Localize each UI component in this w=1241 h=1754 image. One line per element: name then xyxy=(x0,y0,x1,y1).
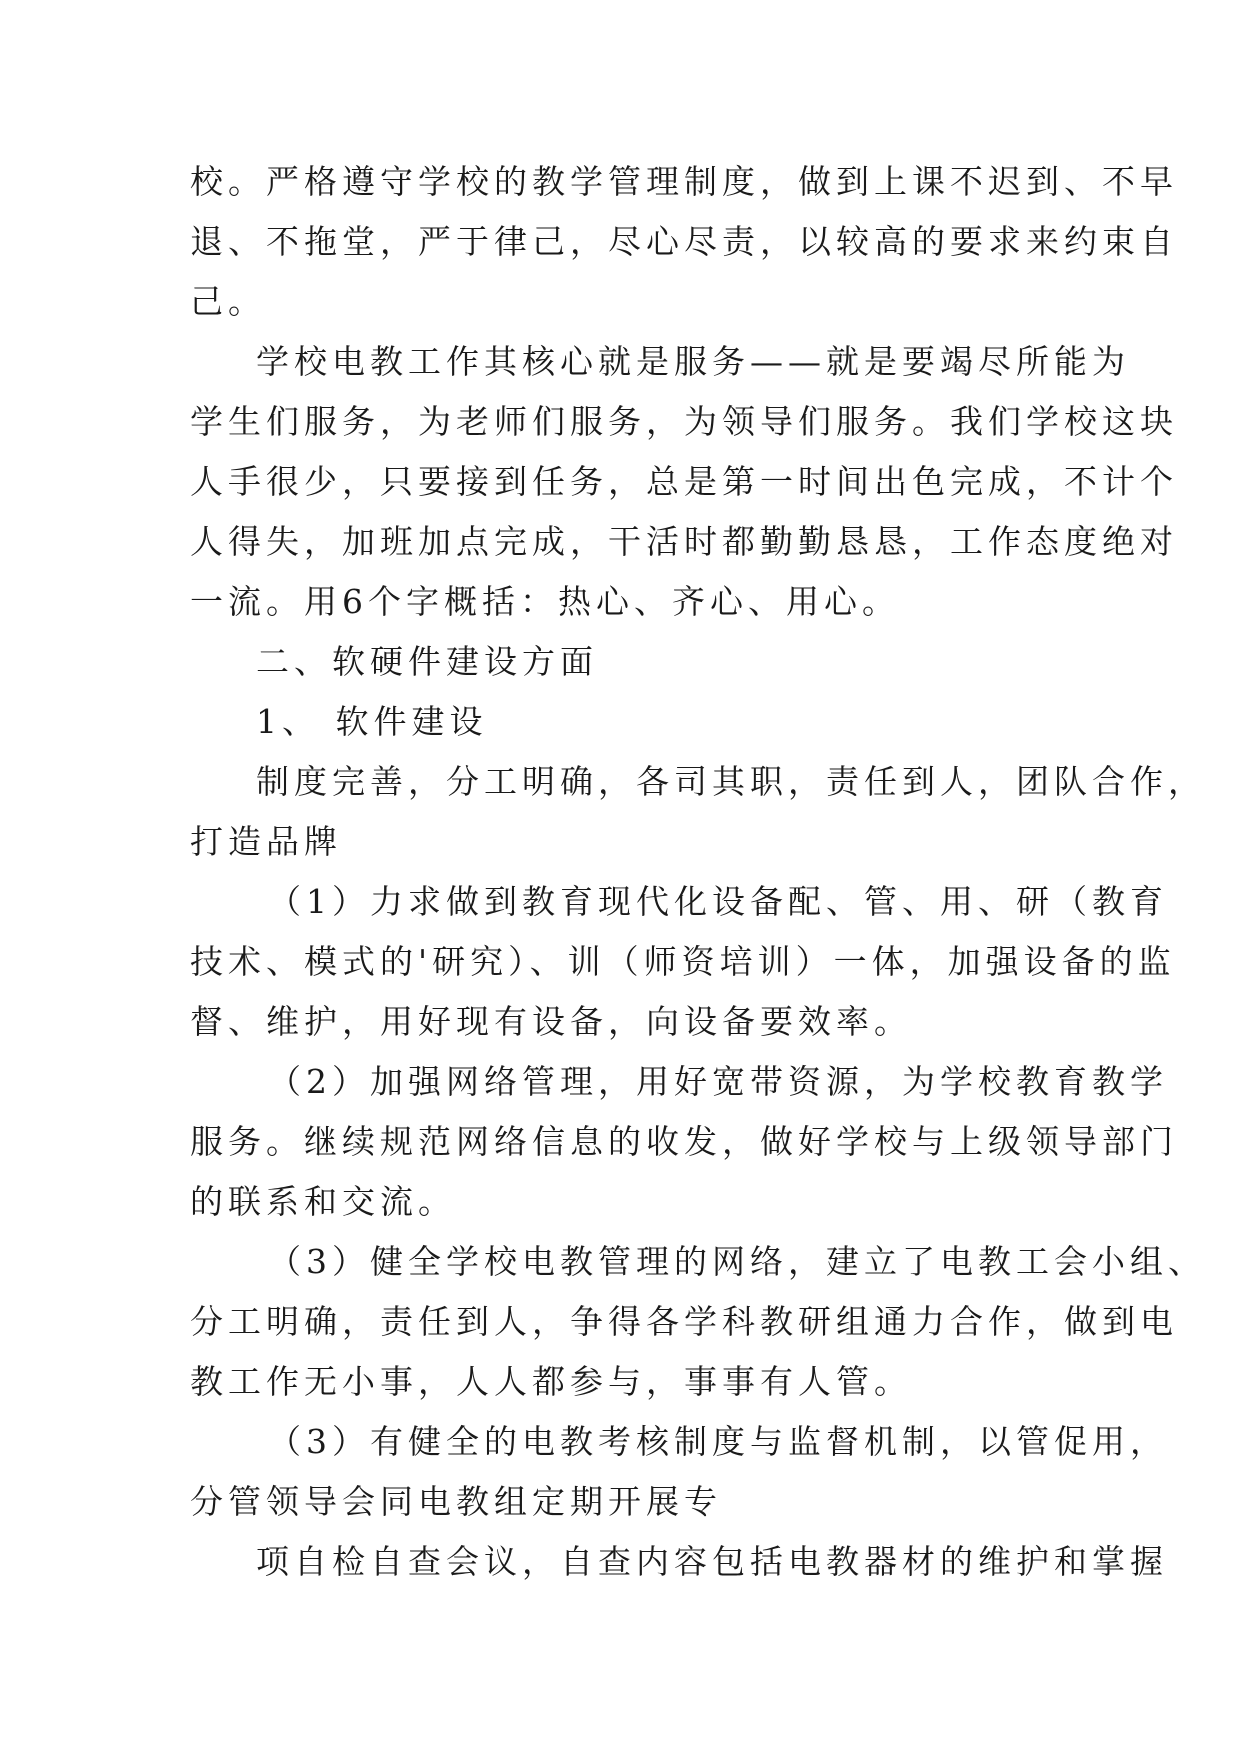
paragraph-line: 人手很少，只要接到任务，总是第一时间出色完成，不计个 xyxy=(190,462,1178,501)
list-item-line: （1）力求做到教育现代化设备配、管、用、研（教育 xyxy=(268,882,1168,921)
paragraph-line: 退、不拖堂，严于律己，尽心尽责，以较高的要求来约束自 xyxy=(190,222,1178,261)
subsection-heading: 1、 软件建设 xyxy=(256,702,488,741)
paragraph-line: 的联系和交流。 xyxy=(190,1182,456,1221)
paragraph-line: 分管领导会同电教组定期开展专 xyxy=(190,1482,722,1521)
paragraph-line: 督、维护，用好现有设备，向设备要效率。 xyxy=(190,1002,912,1041)
paragraph-line: 己。 xyxy=(190,282,266,321)
list-item-line: （3）健全学校电教管理的网络，建立了电教工会小组、 xyxy=(268,1242,1206,1281)
paragraph-line: 打造品牌 xyxy=(190,822,342,861)
paragraph-line: 人得失，加班加点完成，干活时都勤勤恳恳，工作态度绝对 xyxy=(190,522,1178,561)
list-item-line: （2）加强网络管理，用好宽带资源，为学校教育教学 xyxy=(268,1062,1168,1101)
paragraph-line: 学校电教工作其核心就是服务——就是要竭尽所能为 xyxy=(256,342,1130,381)
paragraph-line: 项自检自查会议，自查内容包括电教器材的维护和掌握 xyxy=(256,1542,1168,1581)
paragraph-line: 制度完善，分工明确，各司其职，责任到人，团队合作， xyxy=(256,762,1206,801)
paragraph-line: 技术、模式的'研究）、训（师资培训）一体，加强设备的监 xyxy=(190,942,1176,981)
section-heading: 二、软硬件建设方面 xyxy=(256,642,598,681)
paragraph-line: 一流。用6个字概括：热心、齐心、用心。 xyxy=(190,582,900,621)
paragraph-line: 服务。继续规范网络信息的收发，做好学校与上级领导部门 xyxy=(190,1122,1178,1161)
paragraph-line: 学生们服务，为老师们服务，为领导们服务。我们学校这块 xyxy=(190,402,1178,441)
list-item-line: （3）有健全的电教考核制度与监督机制，以管促用， xyxy=(268,1422,1168,1461)
paragraph-line: 分工明确，责任到人，争得各学科教研组通力合作，做到电 xyxy=(190,1302,1178,1341)
paragraph-line: 校。严格遵守学校的教学管理制度，做到上课不迟到、不早 xyxy=(190,162,1178,201)
paragraph-line: 教工作无小事，人人都参与，事事有人管。 xyxy=(190,1362,912,1401)
